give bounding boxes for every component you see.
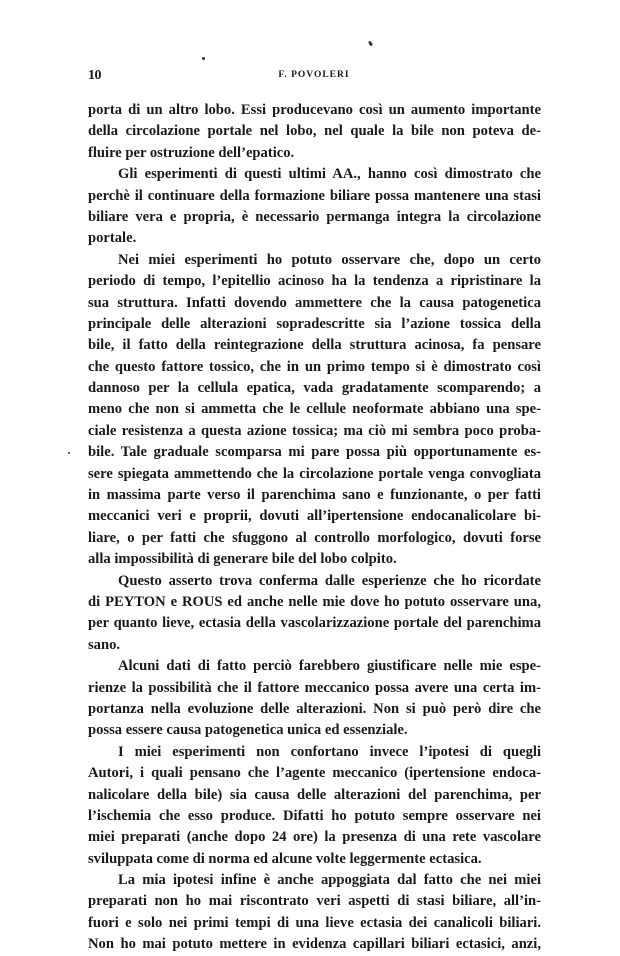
text-line: I miei esperimenti non confortano invece l’ipotesi di quegli [118, 743, 541, 760]
text-line: porta di un altro lobo. Essi producevano così un aumento importante [88, 102, 541, 118]
ink-speck [202, 57, 205, 60]
text-line: fluire per ostruzione dell’epatico. [88, 144, 295, 161]
print-specks [0, 40, 620, 60]
text-line: che questo fattore tossico, che in un primo tempo si è dimostrato così [88, 358, 541, 375]
text-line: possa essere causa patogenetica unica ed essenziale. [88, 722, 408, 739]
text-line: bile, il fatto della reintegrazione della struttura acinosa, fa pensare [88, 337, 541, 354]
text-line: nalicolare della bile) sia causa delle alterazioni del parenchima, per [88, 786, 541, 803]
text-line: La mia ipotesi infine è anche appoggiata dal fatto che nei miei [118, 872, 541, 889]
text-line: periodo di tempo, l’epitellio acinoso ha la tendenza a ripristinare la [88, 273, 541, 290]
page-number: 10 [88, 68, 101, 83]
page-header [88, 68, 540, 88]
text-line: per quanto lieve, ectasia della vascolarizzazione portale del parenchima [88, 615, 541, 632]
text-line: bile. Tale graduale scomparsa mi pare possa più opportunamente es- [88, 444, 541, 461]
text-line: della circolazione portale nel lobo, nel quale la bile non poteva de- [88, 123, 541, 140]
text-line: perchè il continuare della formazione biliare possa mantenere una stasi [88, 187, 541, 204]
text-line: sua struttura. Infatti dovendo ammettere che la causa patogenetica [88, 294, 541, 311]
text-line: meccanici veri e proprii, dovuti all’ipertensione endocanalicolare bi- [88, 508, 541, 525]
text-line: sviluppata come di norma ed alcune volte leggermente ectasica. [88, 850, 482, 867]
ink-speck [368, 41, 373, 47]
text-line: meno che non si ammetta che le cellule neoformate abbiano una spe- [88, 401, 541, 418]
text-line: l’ischemia che esso produce. Difatti ho potuto sempre osservare nei [88, 807, 541, 824]
text-line: di PEYTON e ROUS ed anche nelle mie dove ho potuto osservare una, [88, 593, 541, 610]
text-line: miei preparati (anche dopo 24 ore) la presenza di una rete vascolare [88, 829, 541, 846]
text-line: sano. [88, 636, 121, 653]
ink-speck [68, 452, 70, 454]
text-line: Gli esperimenti di questi ultimi AA., hanno così dimostrato che [118, 166, 541, 183]
text-line: fuori e solo nei primi tempi di una lieve ectasia dei canalicoli biliari. [88, 914, 541, 931]
text-line: portale. [88, 230, 137, 247]
text-line: Questo asserto trova conferma dalle esperienze che ho ricordate [118, 572, 541, 589]
text-line: Non ho mai potuto mettere in evidenza capillari biliari ectasici, anzi, [88, 936, 541, 953]
text-line: ciale resistenza a questa azione tossica; ma ciò mi sembra poco proba- [88, 422, 541, 439]
text-line: rienze la possibilità che il fattore meccanico possa avere una certa im- [88, 679, 541, 696]
text-line: Alcuni dati di fatto perciò farebbero giustificare nelle mie espe- [118, 658, 541, 675]
text-line: preparati non ho mai riscontrato veri aspetti di stasi biliare, all’in- [88, 893, 541, 910]
text-line: Nei miei esperimenti ho potuto osservare che, dopo un certo [118, 251, 541, 268]
text-line: biliare vera e propria, è necessario permanga integra la circolazione [88, 208, 541, 225]
body-text [88, 100, 541, 956]
running-head: F. POVOLERI [278, 70, 350, 80]
text-line: dannoso per la cellula epatica, vada gradatamente scomparendo; a [88, 380, 541, 397]
text-line: principale delle alterazioni sopradescritte sia l’azione tossica della [88, 315, 541, 332]
text-line: liare, o per fatti che sfuggono al controllo morfologico, dovuti forse [88, 529, 541, 546]
text-line: Autori, i quali pensano che l’agente meccanico (ipertensione endoca- [88, 765, 541, 782]
text-line: alla impossibilità di generare bile del lobo colpito. [88, 551, 397, 568]
text-line: sere spiegata ammettendo che la circolazione portale venga convogliata [88, 465, 541, 482]
text-line: portanza nella evoluzione delle alterazioni. Non si può però dire che [88, 700, 541, 717]
text-line: in massima parte verso il parenchima sano e funzionante, o per fatti [88, 487, 541, 504]
